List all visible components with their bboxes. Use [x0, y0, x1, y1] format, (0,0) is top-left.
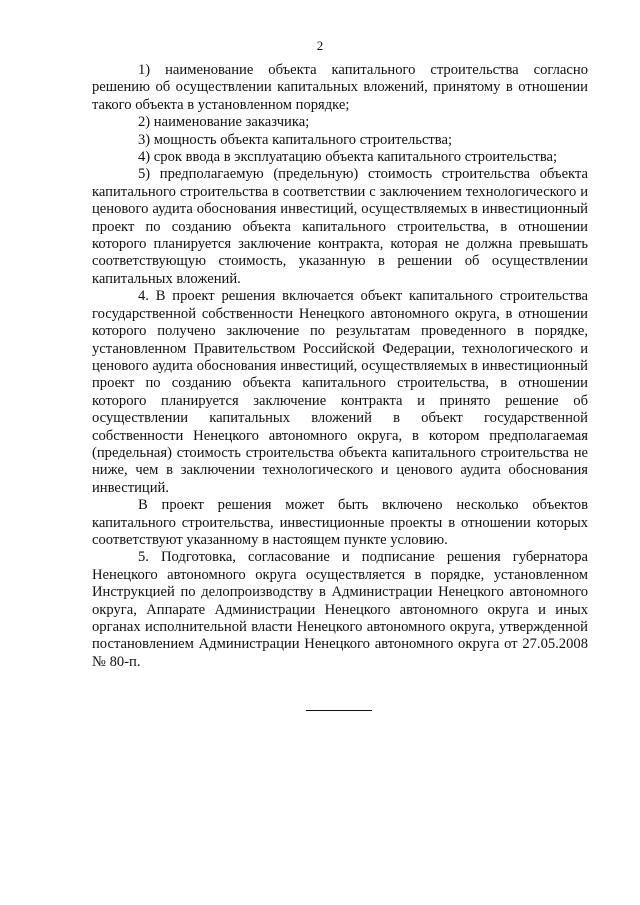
document-body: [92, 62, 588, 671]
paragraph-item-4-commissioning-date: 4) срок ввода в эксплуатацию объекта капитального строительства;: [138, 149, 558, 166]
paragraph-item-5-estimated-cost: 5) предполагаемую (предельную) стоимость строительства объекта капитального строительства в соответствии с заключением технологического и ценового аудита обоснования инвестиций, осуществляемых в инвестиционный проект по созданию объекта капитального строительства, в отношении которого планируется заключение контракта, которая не должна превышать соответствующую стоимость, указанную в решении об осуществлении капитальных вложений.: [92, 166, 588, 287]
end-of-document-rule: [306, 710, 372, 711]
page-number: 2: [316, 38, 324, 53]
paragraph-item-2-customer: 2) наименование заказчика;: [138, 114, 310, 131]
paragraph-clause-4: 4. В проект решения включается объект капитального строительства государственной собственности Ненецкого автономного округа, в отношении которого получено заключение по результатам проведенного в порядке, установленном Правительством Российской Федерации, технологического и ценового аудита обоснования инвестиций, осуществляемых в инвестиционный проект по созданию объекта капитального строительства, в отношении которого планируется заключение контракта и принято решение об осуществлении капитальных вложений в объект государственной собственности Ненецкого автономного округа, в котором предполагаемая (предельная) стоимость строительства объекта капитального строительства не ниже, чем в заключении технологического и ценового аудита обоснования инвестиций.: [92, 288, 588, 496]
paragraph-item-1-object-name: 1) наименование объекта капитального строительства согласно решению об осуществлении капитальных вложений, принятому в отношении такого объекта в установленном порядке;: [92, 62, 588, 113]
paragraph-clause-4-multiple-objects: В проект решения может быть включено несколько объектов капитального строительства, инвестиционные проекты в отношении которых соответствуют указанному в настоящем пункте условию.: [92, 497, 588, 548]
paragraph-item-3-capacity: 3) мощность объекта капитального строительства;: [138, 131, 453, 148]
paragraph-clause-5: 5. Подготовка, согласование и подписание решения губернатора Ненецкого автономного округа осуществляется в порядке, установленном Инструкцией по делопроизводству в Администрации Ненецкого автономного округа, Аппарате Администрации Ненецкого автономного округа и иных органах исполнительной власти Ненецкого автономного округа, утвержденной постановлением Администрации Ненецкого автономного округа от 27.05.2008 № 80-п.: [92, 549, 588, 670]
